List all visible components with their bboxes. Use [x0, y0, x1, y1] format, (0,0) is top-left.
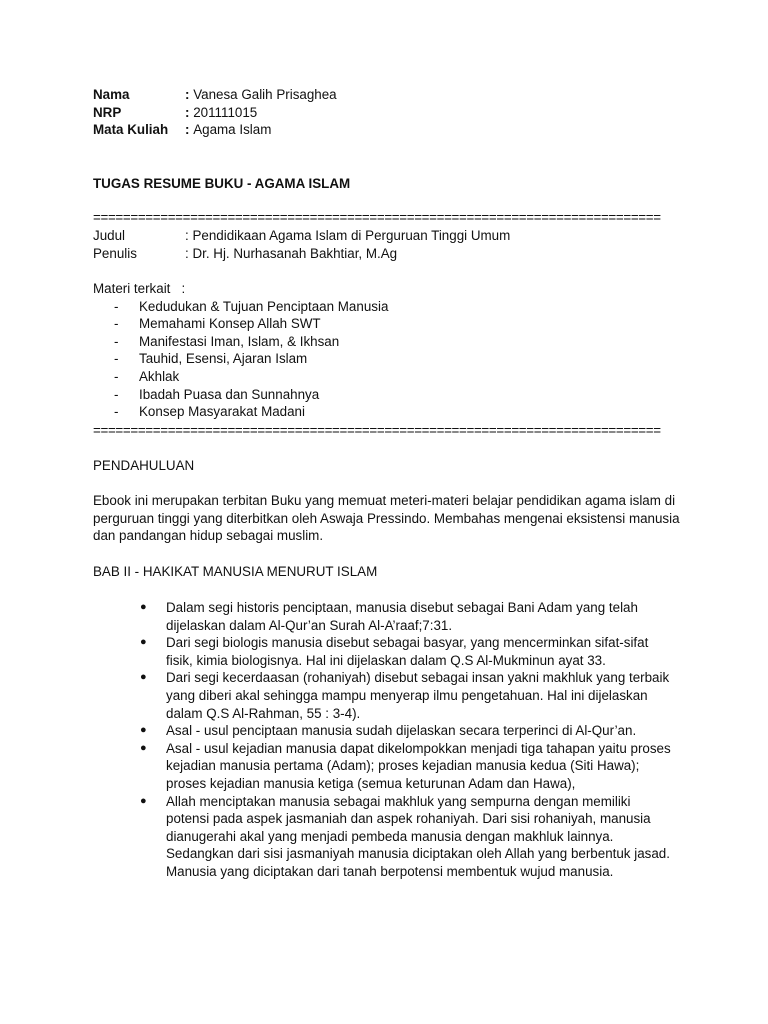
book-info [93, 227, 708, 262]
info-label: Mata Kuliah [93, 122, 169, 138]
info-value: Agama Islam [193, 122, 272, 138]
list-item [140, 722, 676, 740]
dash-marker: - [114, 404, 119, 420]
list-item [140, 599, 676, 634]
list-item [93, 298, 708, 316]
materi-list [93, 298, 708, 421]
list-item-text: Dari segi biologis manusia disebut sebagai basyar, yang mencerminkan sifat-sifat fisik, kimia biologisnya. Hal ini dijelaskan dalam Q.S Al-Mukminun ayat 33. [166, 635, 649, 668]
student-info [93, 86, 708, 139]
list-item-text: Allah menciptakan manusia sebagai makhluk yang sempurna dengan memiliki potensi pada aspek jasmaniah dan aspek rohaniyah. Dari sisi rohaniyah, manusia dianugerahi akal yang menjadi pembeda manusia dengan makhluk lainnya. Sedangkan dari sisi jasmaniyah manusia diciptakan oleh Allah yang berbentuk jasad. Manusia yang diciptakan dari tanah berpotensi membentuk wujud manusia. [166, 793, 670, 879]
list-item-text: Asal - usul kejadian manusia dapat dikelompokkan menjadi tiga tahapan yaitu proses kejadian manusia pertama (Adam); proses kejadian manusia kedua (Siti Hawa); proses kejadian manusia ketiga (semua keturunan Adam dan Hawa), [166, 740, 671, 791]
book-row-judul [93, 227, 708, 245]
info-colon: : [185, 104, 190, 120]
info-row-mata-kuliah [93, 121, 708, 139]
bullet-marker: ● [140, 724, 147, 737]
list-item-text: Tauhid, Esensi, Ajaran Islam [139, 351, 308, 367]
separator-line: ============================================================================ [93, 423, 661, 438]
bab2-list [140, 599, 676, 881]
list-item-text: Kedudukan & Tujuan Penciptaan Manusia [139, 298, 389, 314]
list-item [93, 333, 708, 351]
dash-marker: - [114, 386, 119, 402]
list-item [140, 793, 676, 881]
dash-marker: - [114, 298, 119, 314]
list-item [93, 315, 708, 333]
info-row-nama [93, 86, 708, 104]
list-item-text: Dalam segi historis penciptaan, manusia disebut sebagai Bani Adam yang telah dijelaskan dalam Al-Qur’an Surah Al-A’raaf;7:31. [166, 600, 638, 633]
info-colon: : [185, 122, 190, 138]
book-label: Judul [93, 228, 126, 243]
book-row-penulis [93, 245, 708, 263]
bab2-heading: BAB II - HAKIKAT MANUSIA MENURUT ISLAM [93, 564, 378, 579]
book-label: Penulis [93, 245, 137, 261]
info-colon: : [185, 87, 190, 102]
bullet-marker: ● [140, 741, 147, 754]
materi-section [93, 280, 708, 421]
list-item-text: Manifestasi Iman, Islam, & Ikhsan [139, 333, 340, 349]
pendahuluan-heading: PENDAHULUAN [93, 458, 195, 473]
list-item [93, 386, 708, 404]
bullet-marker: ● [140, 794, 147, 807]
list-item-text: Ibadah Puasa dan Sunnahnya [139, 386, 320, 402]
list-item-text: Dari segi kecerdaasan (rohaniyah) disebut sebagai insan yakni makhluk yang terbaik yang diberi akal sehingga mampu menyerap ilmu pengetahuan. Hal ini dijelaskan dalam Q.S Al-Rahman, 55 : 3-4). [166, 670, 670, 721]
info-label: NRP [93, 104, 122, 120]
dash-marker: - [114, 333, 119, 349]
list-item [93, 368, 708, 386]
materi-heading: Materi terkait : [93, 281, 186, 296]
list-item-text: Asal - usul penciptaan manusia sudah dijelaskan secara terperinci di Al-Qur’an. [166, 723, 637, 739]
list-item [93, 350, 708, 368]
list-item-text: Memahami Konsep Allah SWT [139, 316, 321, 332]
bullet-marker: ● [140, 636, 147, 649]
list-item-text: Akhlak [139, 368, 180, 384]
book-value: : Dr. Hj. Nurhasanah Bakhtiar, M.Ag [185, 245, 398, 261]
bullet-marker: ● [140, 601, 147, 613]
info-value: Vanesa Galih Prisaghea [193, 87, 337, 102]
task-title: TUGAS RESUME BUKU - AGAMA ISLAM [93, 176, 351, 191]
list-item [140, 669, 676, 722]
book-value: : Pendidikaan Agama Islam di Perguruan Tinggi Umum [185, 228, 511, 243]
list-item-text: Konsep Masyarakat Madani [139, 404, 305, 420]
dash-marker: - [114, 351, 119, 367]
dash-marker: - [114, 368, 119, 384]
pendahuluan-text: Ebook ini merupakan terbitan Buku yang memuat meteri-materi belajar pendidikan agama islam di perguruan tinggi yang diterbitkan oleh Aswaja Pressindo. Membahas mengenai eksistensi manusia dan pandangan hidup sebagai muslim. [93, 493, 680, 544]
list-item [140, 740, 676, 793]
info-row-nrp [93, 104, 708, 122]
info-label: Nama [93, 87, 130, 102]
info-value: 201111015 [193, 104, 258, 120]
list-item [140, 634, 676, 669]
bullet-marker: ● [140, 671, 147, 684]
dash-marker: - [114, 316, 119, 332]
separator-line: ============================================================================ [93, 210, 661, 225]
list-item [93, 403, 708, 421]
